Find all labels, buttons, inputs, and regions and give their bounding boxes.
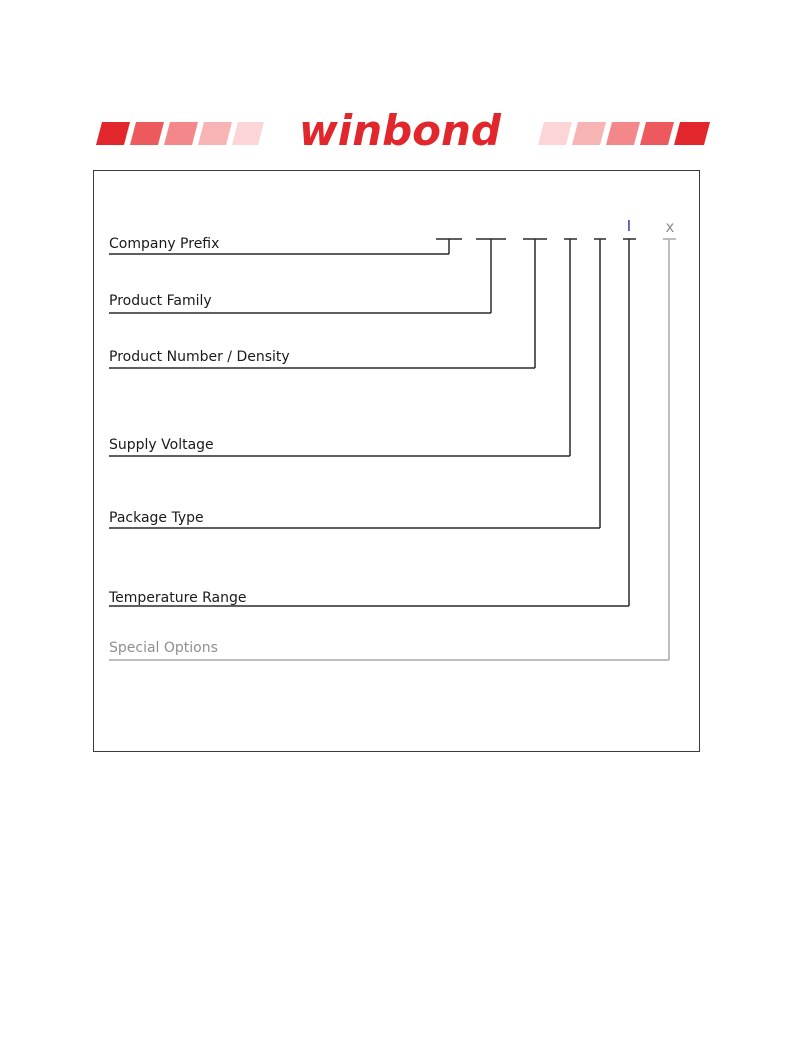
temperature-code-char: I	[626, 217, 632, 235]
label-product-family: Product Family	[109, 293, 212, 309]
logo-wordmark: winbond	[299, 106, 501, 155]
special-options-code-char: x	[665, 218, 675, 236]
label-product-number-density: Product Number / Density	[109, 349, 290, 365]
package-type-connector	[109, 239, 606, 528]
label-supply-voltage: Supply Voltage	[109, 437, 214, 453]
label-special-options: Special Options	[109, 640, 218, 656]
supply-voltage-connector	[109, 239, 577, 456]
label-temperature-range: Temperature Range	[109, 590, 247, 606]
label-package-type: Package Type	[109, 510, 204, 526]
label-company-prefix: Company Prefix	[109, 236, 220, 252]
